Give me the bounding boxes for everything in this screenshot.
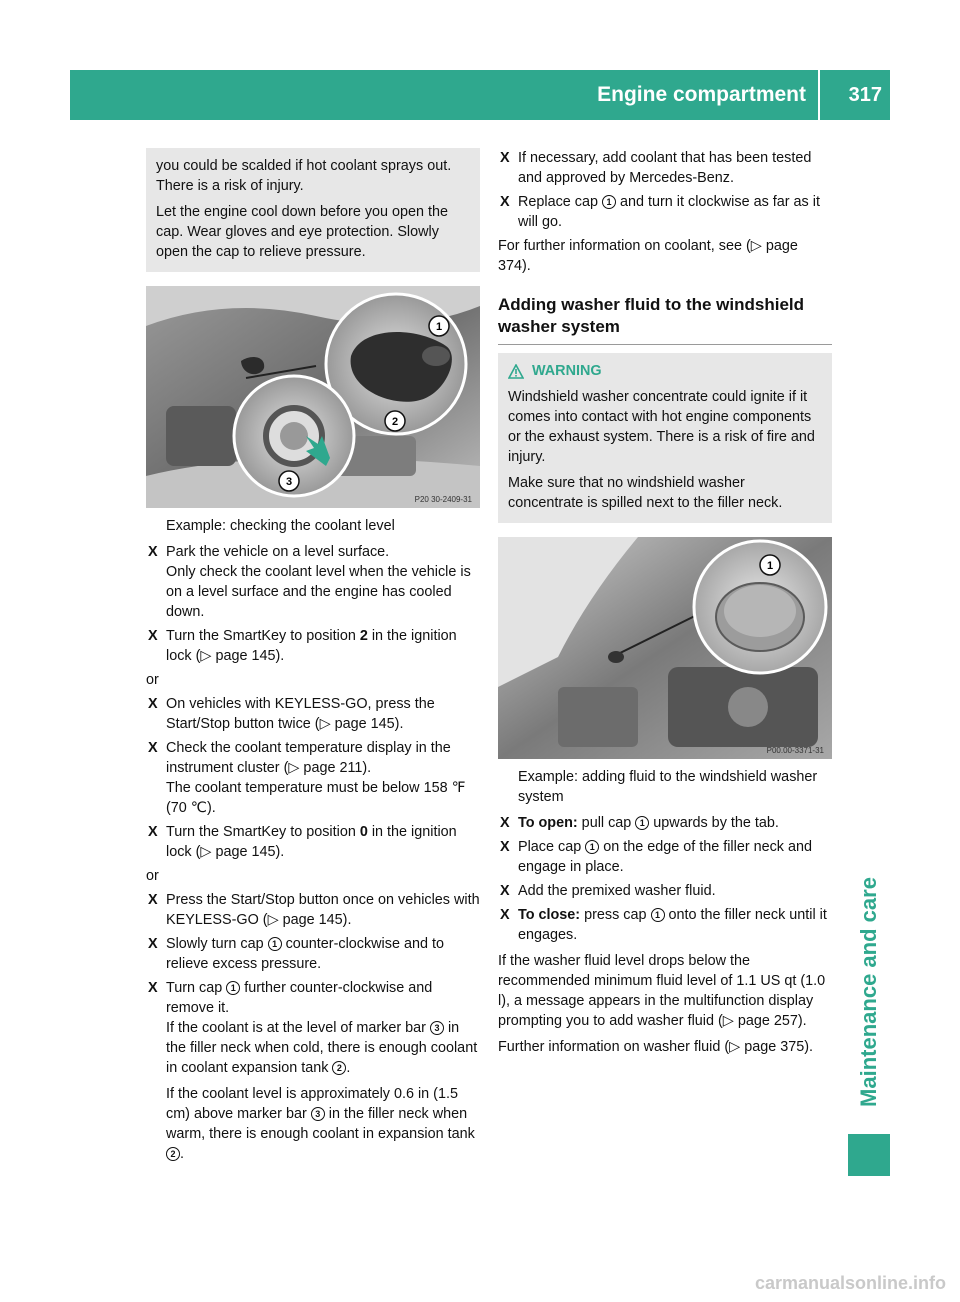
info-paragraph: If the washer fluid level drops below the recommended minimum fluid level of 1.1 US qt (1.0 l), a message appears in the multifunction display prompting you to add washer fluid (▷ page 257). — [498, 953, 826, 1029]
engine-coolant-illustration — [146, 286, 480, 508]
figure-caption: Example: adding fluid to the windshield washer system — [518, 769, 818, 805]
watermark-text: carmanualsonline.info — [754, 1273, 946, 1293]
marker-1 — [429, 316, 449, 336]
instruction-step: X Turn the SmartKey to position 0 in the ignition lock (▷ page 145). — [148, 824, 457, 860]
svg-text:2: 2 — [391, 416, 399, 428]
side-tab-marker — [848, 1134, 890, 1176]
svg-text:1: 1 — [435, 321, 443, 333]
cross-reference: For further information on coolant, see (▷ page 374). — [498, 238, 798, 274]
or-separator: or — [146, 672, 159, 688]
warning-text: you could be scalded if hot coolant sprays out. There is a risk of injury. — [156, 158, 452, 194]
warning-triangle-icon — [508, 364, 524, 379]
instruction-step: X Turn the SmartKey to position 2 in the ignition lock (▷ page 145). — [148, 628, 457, 664]
marker-1 — [760, 555, 780, 575]
instruction-step: X Turn cap 1 further counter-clockwise and remove it. If the coolant is at the level of marker bar 3 in the filler neck when cold, there is enough coolant in coolant expansion tank 2 . If the coolant level is approximately 0.6 in (1.5 cm) above marker bar 3 in the filler neck when warm, there is enough coolant in expansion tank 2 . — [148, 980, 478, 1162]
page-number: 317 — [848, 84, 882, 106]
instruction-step: X To close: press cap 1 onto the filler neck until it engages. — [500, 907, 827, 943]
left-column — [146, 148, 480, 1168]
warning-text: Let the engine cool down before you open the cap. Wear gloves and eye protection. Slowly open the cap to relieve pressure. — [156, 204, 449, 260]
instruction-step: X Press the Start/Stop button once on vehicles with KEYLESS-GO (▷ page 145). — [148, 892, 480, 928]
marker-2 — [385, 411, 405, 431]
instruction-step: X Check the coolant temperature display in the instrument cluster (▷ page 211). The coolant temperature must be below 158 ℉ (70 ℃). — [148, 740, 466, 816]
instruction-step: X If necessary, add coolant that has been tested and approved by Mercedes-Benz. — [500, 150, 812, 186]
warning-text: Make sure that no windshield washer concentrate is spilled next to the filler neck. — [508, 475, 783, 511]
figure-caption: Example: checking the coolant level — [166, 518, 395, 534]
engine-washer-illustration — [498, 537, 832, 759]
instruction-step: X Slowly turn cap 1 counter-clockwise and to relieve excess pressure. — [148, 936, 444, 972]
warning-continuation-box — [146, 148, 480, 272]
warning-label: WARNING — [532, 363, 602, 379]
cross-reference: Further information on washer fluid (▷ page 375). — [498, 1039, 814, 1055]
warning-text: Windshield washer concentrate could ignite if it comes into contact with hot engine components or the exhaust system. There is a risk of fire and injury. — [508, 389, 815, 465]
instruction-step: X Place cap 1 on the edge of the filler neck and engage in place. — [500, 839, 813, 875]
right-column — [498, 148, 832, 1061]
side-tab-text: Maintenance and care — [856, 877, 881, 1107]
side-tab-label — [848, 862, 890, 1122]
header-title: Engine compartment — [597, 70, 820, 120]
footer-watermark — [0, 1262, 960, 1302]
washer-figure — [498, 537, 832, 759]
figure-code: P20 30-2409-31 — [414, 495, 472, 504]
marker-3 — [279, 471, 299, 491]
svg-text:3: 3 — [285, 476, 293, 488]
page-header — [70, 70, 890, 120]
instruction-step: X Add the premixed washer fluid. — [500, 883, 716, 899]
instruction-step: X On vehicles with KEYLESS-GO, press the Start/Stop button twice (▷ page 145). — [148, 696, 435, 732]
coolant-figure — [146, 286, 480, 508]
or-separator: or — [146, 868, 159, 884]
warning-box — [498, 353, 832, 523]
svg-text:1: 1 — [766, 560, 774, 572]
instruction-step: X Park the vehicle on a level surface. Only check the coolant level when the vehicle is on a level surface and the engine has cooled down. — [148, 544, 471, 620]
figure-code: P00.00-3371-31 — [766, 746, 824, 755]
instruction-step: X To open: pull cap 1 upwards by the tab. — [500, 815, 779, 831]
section-title: Adding washer fluid to the windshield washer system — [498, 294, 832, 345]
warning-heading — [508, 361, 822, 381]
instruction-step: X Replace cap 1 and turn it clockwise as far as it will go. — [500, 194, 820, 230]
